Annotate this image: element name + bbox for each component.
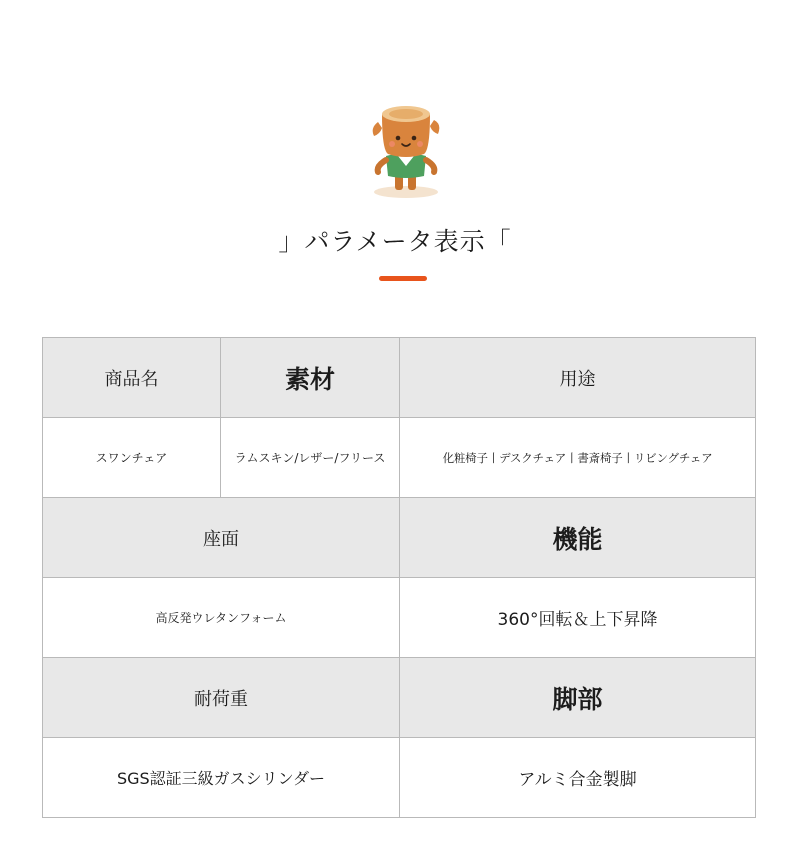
material-value: ラムスキン/レザー/フリース — [221, 418, 400, 498]
seat-value: 高反発ウレタンフォーム — [43, 578, 400, 658]
product-name-value: スワンチェア — [43, 418, 221, 498]
table-row — [43, 338, 756, 418]
table-row — [43, 658, 756, 738]
table-row — [43, 418, 756, 498]
product-name-label: 商品名 — [43, 338, 221, 418]
page-title: 」パラメータ表示「 — [278, 227, 512, 256]
usage-value: 化粧椅子丨デスクチェア丨書斎椅子丨リビングチェア — [400, 418, 756, 498]
table-row — [43, 498, 756, 578]
seat-label: 座面 — [43, 498, 400, 578]
legs-label: 脚部 — [400, 658, 756, 738]
load-value: SGS認証三級ガスシリンダー — [43, 738, 400, 818]
function-value: 360°回転＆上下昇降 — [400, 578, 756, 658]
load-label: 耐荷重 — [43, 658, 400, 738]
table-row — [43, 738, 756, 818]
usage-label: 用途 — [400, 338, 756, 418]
title-underline — [379, 276, 427, 281]
mascot-illustration — [368, 100, 444, 202]
function-label: 機能 — [400, 498, 756, 578]
spec-table — [42, 337, 756, 818]
legs-value: アルミ合金製脚 — [400, 738, 756, 818]
table-row — [43, 578, 756, 658]
material-label: 素材 — [221, 338, 400, 418]
